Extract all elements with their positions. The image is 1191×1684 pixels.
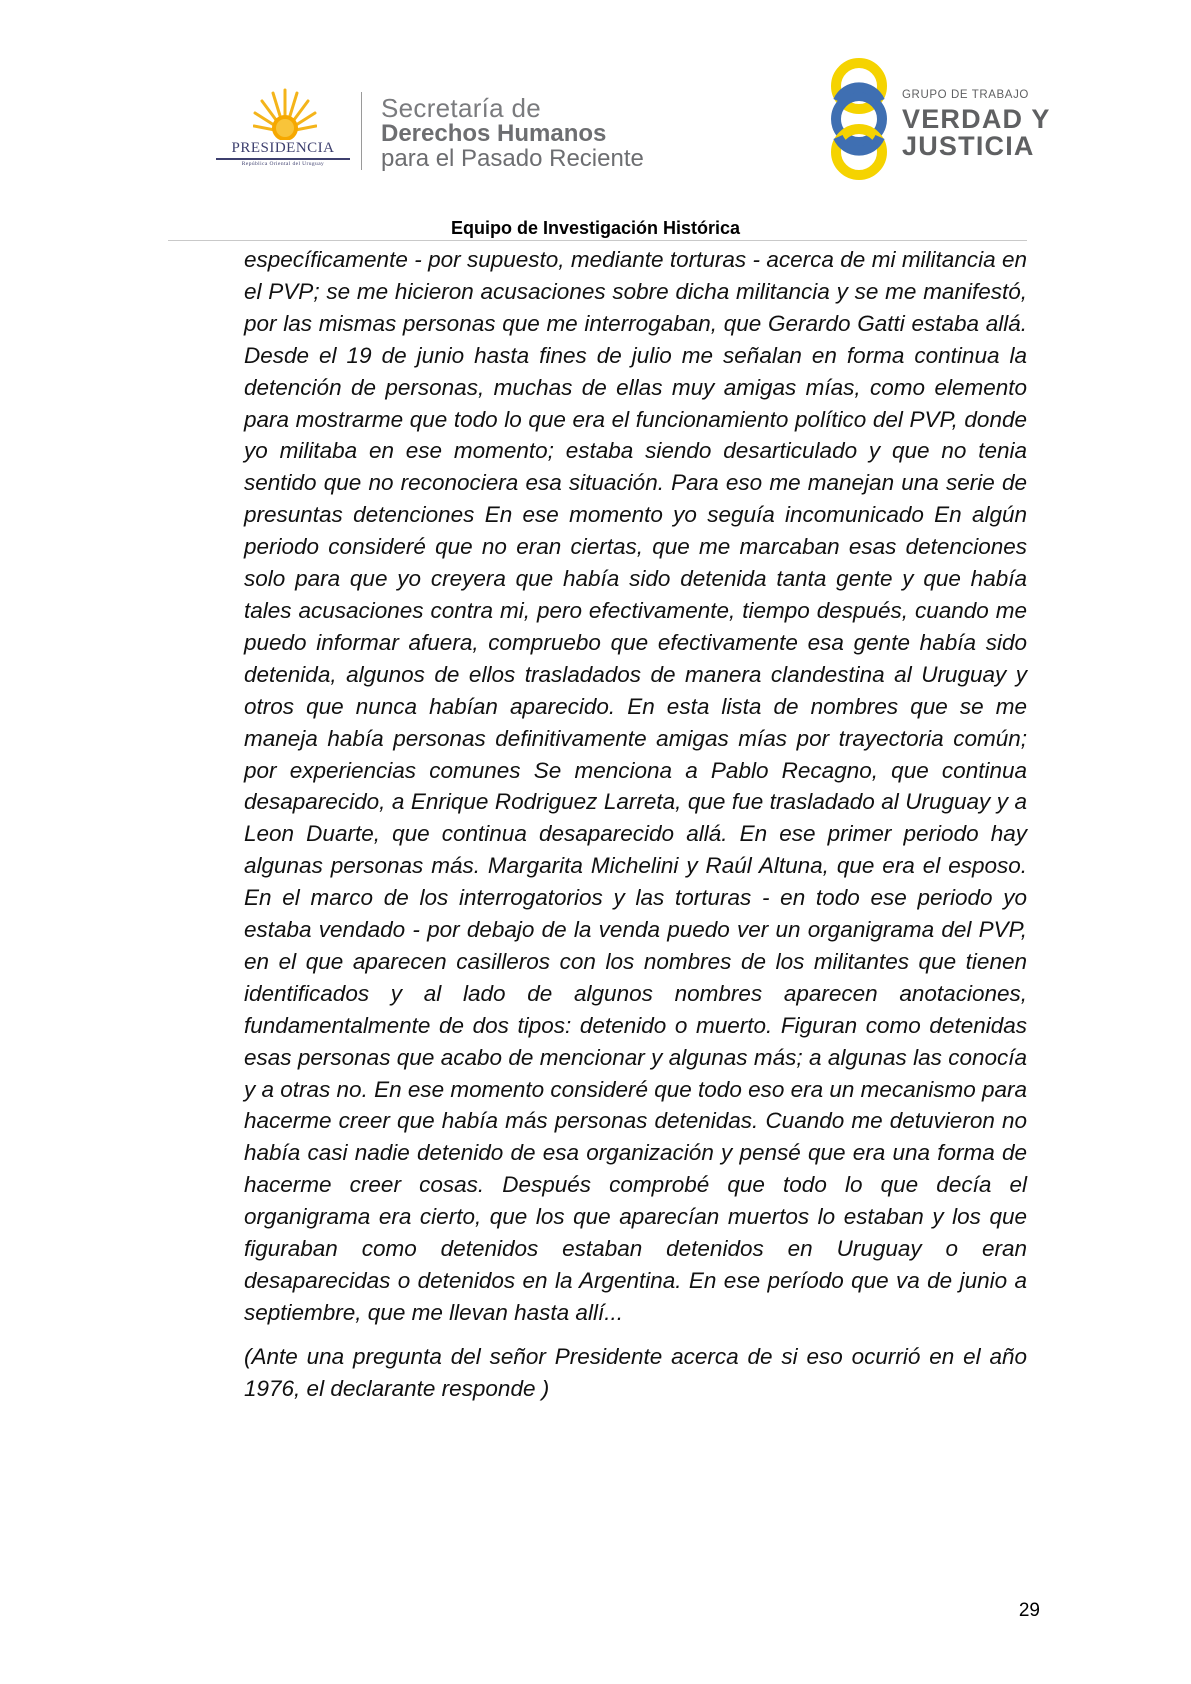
secretaria-line-3: para el Pasado Reciente: [381, 145, 644, 172]
verdad-justicia-logo: [824, 56, 1051, 182]
presidencia-rule: [216, 158, 350, 160]
document-body: [244, 244, 1027, 1405]
secretaria-logo: [381, 93, 644, 172]
body-paragraph-1: específicamente - por supuesto, mediante torturas - acerca de mi militancia en el PVP; se me hicieron acusaciones sobre dicha militancia y se me manifestó, por las mismas personas que me interrogaban, que Gerardo Gatti estaba allá. Desde el 19 de junio hasta fines de julio me señalan en forma continua la detención de personas, muchas de ellas muy amigas mías, como elemento para mostrarme que todo lo que era el funcionamiento político del PVP, donde yo militaba en ese momento; estaba siendo desarticulado y que no tenia sentido que no reconociera esa situación. Para eso me manejan una serie de presuntas detenciones En ese momento yo seguía incomunicado En algún periodo consideré que no eran ciertas, que me marcaban esas detenciones solo para que yo creyera que había sido detenida tanta gente y que había tales acusaciones contra mi, pero efectivamente, tiempo después, cuando me puedo informar afuera, compruebo que efectivamente esa gente había sido detenida, algunos de ellos trasladados de manera clandestina al Uruguay y otros que nunca habían aparecido. En esta lista de nombres que se me maneja había personas definitivamente amigas mías por trayectoria común; por experiencias comunes Se menciona a Pablo Recagno, que continua desaparecido, a Enrique Rodriguez Larreta, que fue trasladado al Uruguay y a Leon Duarte, que continua desaparecido allá. En ese primer periodo hay algunas personas más. Margarita Michelini y Raúl Altuna, que era el esposo. En el marco de los interrogatorios y las torturas - en todo ese periodo yo estaba vendado - por debajo de la venda puedo ver un organigrama del PVP, en el que aparecen casilleros con los nombres de los militantes que tienen identificados y al lado de algunos nombres aparecen anotaciones, fundamentalmente de dos tipos: detenido o muerto. Figuran como detenidas esas personas que acabo de mencionar y algunas más; a algunas las conocía y a otras no. En ese momento consideré que todo eso era un mecanismo para hacerme creer que había más personas detenidas. Cuando me detuvieron no había casi nadie detenido de esa organización y pensé que era una forma de hacerme creer cosas. Después comprobé que todo lo que decía el organigrama era cierto, que los que aparecían muertos lo estaban y los que figuraban como detenidos estaban detenidos en Uruguay o eran desaparecidas o detenidos en la Argentina. En ese período que va de junio a septiembre, que me llevan hasta allí...: [244, 247, 1027, 1325]
secretaria-line-1: Secretaría de: [381, 93, 541, 123]
presidencia-name: PRESIDENCIA: [231, 140, 335, 156]
grupo-label: GRUPO DE TRABAJO: [902, 89, 1029, 101]
section-title: Equipo de Investigación Histórica: [450, 218, 741, 238]
body-paragraph-2: (Ante una pregunta del señor Presidente acerca de si eso ocurrió en el año 1976, el declarante responde ): [244, 1343, 1027, 1401]
justicia-label: JUSTICIA: [902, 130, 1035, 161]
sun-emblem-icon: [253, 88, 317, 140]
interlocking-rings-icon: [824, 56, 894, 182]
logo-divider: [361, 92, 362, 170]
presidencia-logo: [208, 88, 358, 168]
page-number: 29: [1018, 1600, 1040, 1621]
header-rule: [168, 240, 1027, 241]
secretaria-line-2: Derechos Humanos: [381, 120, 607, 147]
verdad-label: VERDAD Y: [902, 103, 1051, 134]
presidencia-subtitle: República Oriental del Uruguay: [241, 161, 325, 167]
